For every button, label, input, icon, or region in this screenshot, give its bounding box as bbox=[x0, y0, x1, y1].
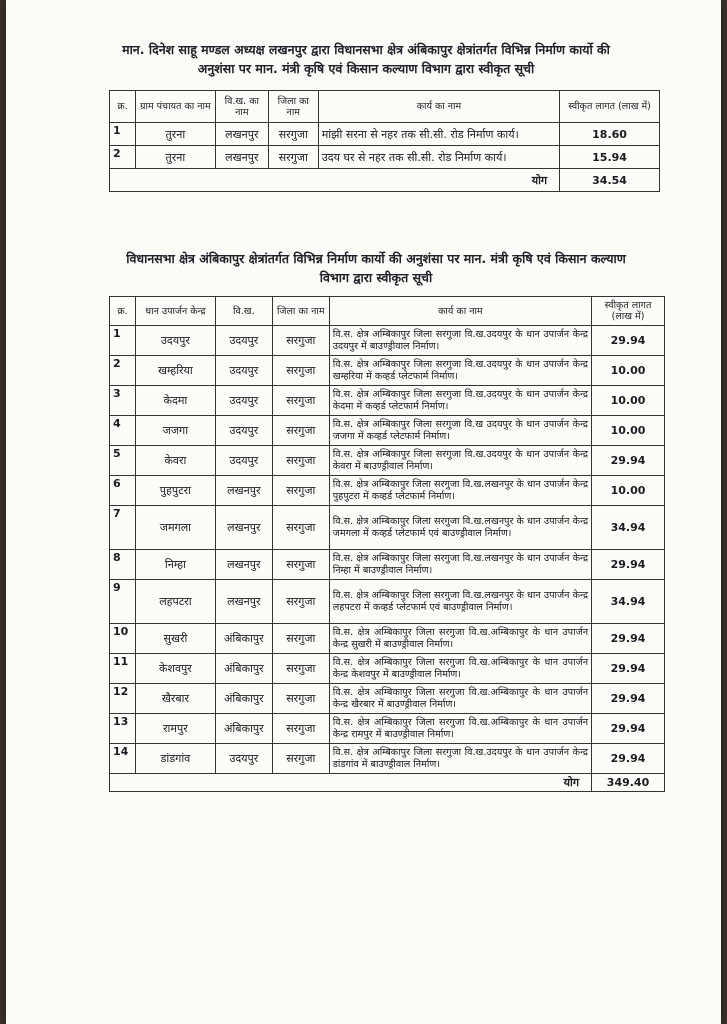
total-label: योग bbox=[110, 169, 560, 192]
total-row bbox=[110, 774, 665, 792]
district-cell: सरगुजा bbox=[272, 654, 329, 684]
table-row bbox=[110, 506, 665, 550]
block-cell: लखनपुर bbox=[215, 550, 272, 580]
table-row bbox=[110, 744, 665, 774]
section1-heading: मान. दिनेश साहू मण्डल अध्यक्ष लखनपुर द्वारा विधानसभा क्षेत्र अंबिकापुर क्षेत्रांतर्गत विभिन्न निर्माण कार्यो की अनुशंसा पर मान. मंत्री कृषि एवं किसान कल्याण विभाग द्वारा स्वीकृत सूची bbox=[122, 42, 610, 76]
amount-cell: 29.94 bbox=[592, 326, 665, 356]
place-cell: निम्हा bbox=[135, 550, 215, 580]
place-cell: पुहपुटरा bbox=[135, 476, 215, 506]
serial-cell: 1 bbox=[110, 326, 136, 356]
table-row bbox=[110, 550, 665, 580]
work-cell: वि.स. क्षेत्र अम्बिकापुर जिला सरगुजा वि.ख उदयपुर के धान उपार्जन केन्द्र जजगा में कव्हर्ड प्लेटफार्म निर्माण। bbox=[329, 416, 591, 446]
place-cell: लहपटरा bbox=[135, 580, 215, 624]
serial-cell: 5 bbox=[110, 446, 136, 476]
serial-cell: 2 bbox=[110, 146, 136, 169]
serial-cell: 3 bbox=[110, 386, 136, 416]
serial-cell: 10 bbox=[110, 624, 136, 654]
serial-cell: 14 bbox=[110, 744, 136, 774]
district-cell: सरगुजा bbox=[272, 744, 329, 774]
block-cell: उदयपुर bbox=[215, 416, 272, 446]
table-row bbox=[110, 326, 665, 356]
work-cell: वि.स. क्षेत्र अम्बिकापुर जिला सरगुजा वि.ख.अम्बिकापुर के धान उपार्जन केन्द्र रामपुर में बाउण्ड्रीवाल निर्माण। bbox=[329, 714, 591, 744]
place-cell: केवरा bbox=[135, 446, 215, 476]
table-row bbox=[110, 123, 660, 146]
district-cell: सरगुजा bbox=[272, 416, 329, 446]
amount-cell: 29.94 bbox=[592, 684, 665, 714]
work-cell: वि.स. क्षेत्र अम्बिकापुर जिला सरगुजा वि.ख.अम्बिकापुर के धान उपार्जन केन्द्र खैरबार में बाउण्ड्रीवाल निर्माण। bbox=[329, 684, 591, 714]
header-amount: स्वीकृत लागत (लाख में) bbox=[592, 297, 665, 326]
district-cell: सरगुजा bbox=[272, 446, 329, 476]
amount-cell: 34.94 bbox=[592, 580, 665, 624]
district-cell: सरगुजा bbox=[272, 476, 329, 506]
header-serial: क्र. bbox=[110, 91, 136, 123]
section2-heading: विधानसभा क्षेत्र अंबिकापुर क्षेत्रांतर्गत विभिन्न निर्माण कार्यो की अनुशंसा पर मान. मंत्री कृषि एवं किसान कल्याण विभाग द्वारा स्वीकृत सूची bbox=[126, 251, 626, 285]
district-cell: सरगुजा bbox=[268, 123, 318, 146]
block-cell: उदयपुर bbox=[215, 326, 272, 356]
block-cell: अंबिकापुर bbox=[215, 684, 272, 714]
serial-cell: 12 bbox=[110, 684, 136, 714]
header-block: वि.ख. का नाम bbox=[215, 91, 268, 123]
block-cell: उदयपुर bbox=[215, 744, 272, 774]
place-cell: जजगा bbox=[135, 416, 215, 446]
amount-cell: 10.00 bbox=[592, 356, 665, 386]
work-cell: वि.स. क्षेत्र अम्बिकापुर जिला सरगुजा वि.ख.अम्बिकापुर के धान उपार्जन केन्द्र सुखरी में बाउण्ड्रीवाल निर्माण। bbox=[329, 624, 591, 654]
work-cell: वि.स. क्षेत्र अम्बिकापुर जिला सरगुजा वि.ख.अम्बिकापुर के धान उपार्जन केन्द्र केशवपुर में बाउण्ड्रीवाल निर्माण। bbox=[329, 654, 591, 684]
header-amount: स्वीकृत लागत (लाख में) bbox=[560, 91, 660, 123]
block-cell: लखनपुर bbox=[215, 123, 268, 146]
place-cell: रामपुर bbox=[135, 714, 215, 744]
work-cell: वि.स. क्षेत्र अम्बिकापुर जिला सरगुजा वि.ख.उदयपुर के धान उपार्जन केन्द्र केवरा में बाउण्ड्रीवाल निर्माण। bbox=[329, 446, 591, 476]
serial-cell: 11 bbox=[110, 654, 136, 684]
table-row bbox=[110, 580, 665, 624]
serial-cell: 1 bbox=[110, 123, 136, 146]
table-row bbox=[110, 684, 665, 714]
total-value: 349.40 bbox=[592, 774, 665, 792]
work-cell: उदय घर से नहर तक सी.सी. रोड निर्माण कार्य। bbox=[318, 146, 559, 169]
header-district: जिला का नाम bbox=[268, 91, 318, 123]
section2-table-body bbox=[110, 326, 665, 774]
serial-cell: 13 bbox=[110, 714, 136, 744]
total-row bbox=[110, 169, 660, 192]
work-cell: वि.स. क्षेत्र अम्बिकापुर जिला सरगुजा वि.ख.उदयपुर के धान उपार्जन केन्द्र उदयपुर में बाउण्ड्रीवाल निर्माण। bbox=[329, 326, 591, 356]
amount-cell: 34.94 bbox=[592, 506, 665, 550]
block-cell: लखनपुर bbox=[215, 476, 272, 506]
district-cell: सरगुजा bbox=[272, 386, 329, 416]
block-cell: उदयपुर bbox=[215, 356, 272, 386]
serial-cell: 2 bbox=[110, 356, 136, 386]
section1-table-body bbox=[110, 123, 660, 169]
work-cell: वि.स. क्षेत्र अम्बिकापुर जिला सरगुजा वि.ख.लखनपुर के धान उपार्जन केन्द्र निम्हा में बाउण्ड्रीवाल निर्माण। bbox=[329, 550, 591, 580]
amount-cell: 10.00 bbox=[592, 476, 665, 506]
amount-cell: 29.94 bbox=[592, 550, 665, 580]
serial-cell: 4 bbox=[110, 416, 136, 446]
block-cell: लखनपुर bbox=[215, 580, 272, 624]
district-cell: सरगुजा bbox=[272, 684, 329, 714]
district-cell: सरगुजा bbox=[272, 580, 329, 624]
place-cell: केशवपुर bbox=[135, 654, 215, 684]
serial-cell: 8 bbox=[110, 550, 136, 580]
section2-table bbox=[109, 296, 665, 792]
work-cell: वि.स. क्षेत्र अम्बिकापुर जिला सरगुजा वि.ख.लखनपुर के धान उपार्जन केन्द्र पुहपुटरा में कव्हर्ड प्लेटफार्म निर्माण। bbox=[329, 476, 591, 506]
place-cell: उदयपुर bbox=[135, 326, 215, 356]
work-cell: वि.स. क्षेत्र अम्बिकापुर जिला सरगुजा वि.ख.लखनपुर के धान उपार्जन केन्द्र जमगला में कव्हर्ड प्लेटफार्म एवं बाउण्ड्रीवाल निर्माण। bbox=[329, 506, 591, 550]
serial-cell: 6 bbox=[110, 476, 136, 506]
block-cell: लखनपुर bbox=[215, 506, 272, 550]
total-label: योग bbox=[110, 774, 592, 792]
amount-cell: 29.94 bbox=[592, 446, 665, 476]
block-cell: अंबिकापुर bbox=[215, 624, 272, 654]
place-cell: खैरबार bbox=[135, 684, 215, 714]
work-cell: वि.स. क्षेत्र अम्बिकापुर जिला सरगुजा वि.ख.उदयपुर के धान उपार्जन केन्द्र डांडगांव में बाउण्ड्रीवाल निर्माण। bbox=[329, 744, 591, 774]
place-cell: सुखरी bbox=[135, 624, 215, 654]
amount-cell: 29.94 bbox=[592, 714, 665, 744]
work-cell: वि.स. क्षेत्र अम्बिकापुर जिला सरगुजा वि.ख.उदयपुर के धान उपार्जन केन्द्र केदमा में कव्हर्ड प्लेटफार्म निर्माण। bbox=[329, 386, 591, 416]
table-row bbox=[110, 654, 665, 684]
block-cell: उदयपुर bbox=[215, 386, 272, 416]
amount-cell: 15.94 bbox=[560, 146, 660, 169]
district-cell: सरगुजा bbox=[272, 506, 329, 550]
place-cell: केदमा bbox=[135, 386, 215, 416]
amount-cell: 29.94 bbox=[592, 744, 665, 774]
table-row bbox=[110, 146, 660, 169]
district-cell: सरगुजा bbox=[272, 326, 329, 356]
header-work: कार्य का नाम bbox=[318, 91, 559, 123]
table-row bbox=[110, 446, 665, 476]
place-cell: तुरना bbox=[135, 146, 215, 169]
work-cell: मांझी सरना से नहर तक सी.सी. रोड निर्माण कार्य। bbox=[318, 123, 559, 146]
place-cell: डांडगांव bbox=[135, 744, 215, 774]
district-cell: सरगुजा bbox=[272, 714, 329, 744]
header-work: कार्य का नाम bbox=[329, 297, 591, 326]
amount-cell: 10.00 bbox=[592, 416, 665, 446]
block-cell: अंबिकापुर bbox=[215, 654, 272, 684]
table-row bbox=[110, 624, 665, 654]
table-row bbox=[110, 386, 665, 416]
district-cell: सरगुजा bbox=[272, 624, 329, 654]
table-row bbox=[110, 714, 665, 744]
header-district: जिला का नाम bbox=[272, 297, 329, 326]
header-procurement-center: धान उपार्जन केन्द्र bbox=[135, 297, 215, 326]
total-value: 34.54 bbox=[560, 169, 660, 192]
block-cell: अंबिकापुर bbox=[215, 714, 272, 744]
table-row bbox=[110, 356, 665, 386]
serial-cell: 7 bbox=[110, 506, 136, 550]
header-block: वि.ख. bbox=[215, 297, 272, 326]
table-header-row bbox=[110, 91, 660, 123]
block-cell: लखनपुर bbox=[215, 146, 268, 169]
place-cell: खम्हरिया bbox=[135, 356, 215, 386]
table-row bbox=[110, 416, 665, 446]
header-serial: क्र. bbox=[110, 297, 136, 326]
place-cell: तुरना bbox=[135, 123, 215, 146]
amount-cell: 18.60 bbox=[560, 123, 660, 146]
document-page bbox=[6, 0, 721, 1024]
district-cell: सरगुजा bbox=[272, 550, 329, 580]
amount-cell: 29.94 bbox=[592, 624, 665, 654]
section1-table bbox=[109, 90, 660, 192]
work-cell: वि.स. क्षेत्र अम्बिकापुर जिला सरगुजा वि.ख.उदयपुर के धान उपार्जन केन्द्र खम्हरिया में कव्हर्ड प्लेटफार्म निर्माण। bbox=[329, 356, 591, 386]
amount-cell: 29.94 bbox=[592, 654, 665, 684]
place-cell: जमगला bbox=[135, 506, 215, 550]
work-cell: वि.स. क्षेत्र अम्बिकापुर जिला सरगुजा वि.ख.लखनपुर के धान उपार्जन केन्द्र लहपटरा में कव्हर्ड प्लेटफार्म एवं बाउण्ड्रीवाल निर्माण। bbox=[329, 580, 591, 624]
amount-cell: 10.00 bbox=[592, 386, 665, 416]
district-cell: सरगुजा bbox=[272, 356, 329, 386]
table-row bbox=[110, 476, 665, 506]
table-header-row bbox=[110, 297, 665, 326]
serial-cell: 9 bbox=[110, 580, 136, 624]
block-cell: उदयपुर bbox=[215, 446, 272, 476]
district-cell: सरगुजा bbox=[268, 146, 318, 169]
header-place: ग्राम पंचायत का नाम bbox=[135, 91, 215, 123]
